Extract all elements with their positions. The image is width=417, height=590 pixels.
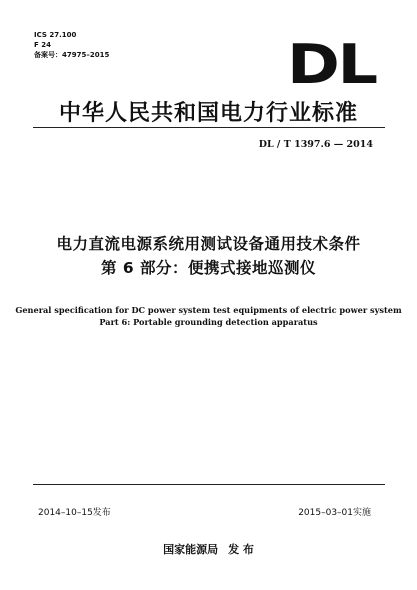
dl-logo: DL [287,33,376,96]
top-divider [33,127,385,128]
classification-block [34,30,109,60]
standard-title: 中华人民共和国电力行业标准 [58,100,358,126]
chinese-title-line-2: 第 6 部分：便携式接地巡测仪 [100,259,317,277]
chinese-title-line-1: 电力直流电源系统用测试设备通用技术条件 [56,235,361,253]
ics-code: ICS 27.100 [34,31,77,39]
record-number: 备案号：47975–2015 [34,51,110,59]
standard-number: DL / T 1397.6 — 2014 [258,139,373,150]
implement-date: 2015–03–01实施 [298,508,371,518]
issuer [0,541,417,557]
english-title-line-1: General specification for DC power system test equipments of electric power system [15,305,402,315]
english-title-line-2: Part 6: Portable grounding detection apparatus [99,317,318,327]
f-code: F 24 [34,41,51,49]
issuer-name: 国家能源局 [163,543,219,556]
publish-date: 2014–10–15发布 [38,508,111,518]
bottom-divider [33,484,385,485]
issuer-suffix: 发 布 [228,543,254,556]
